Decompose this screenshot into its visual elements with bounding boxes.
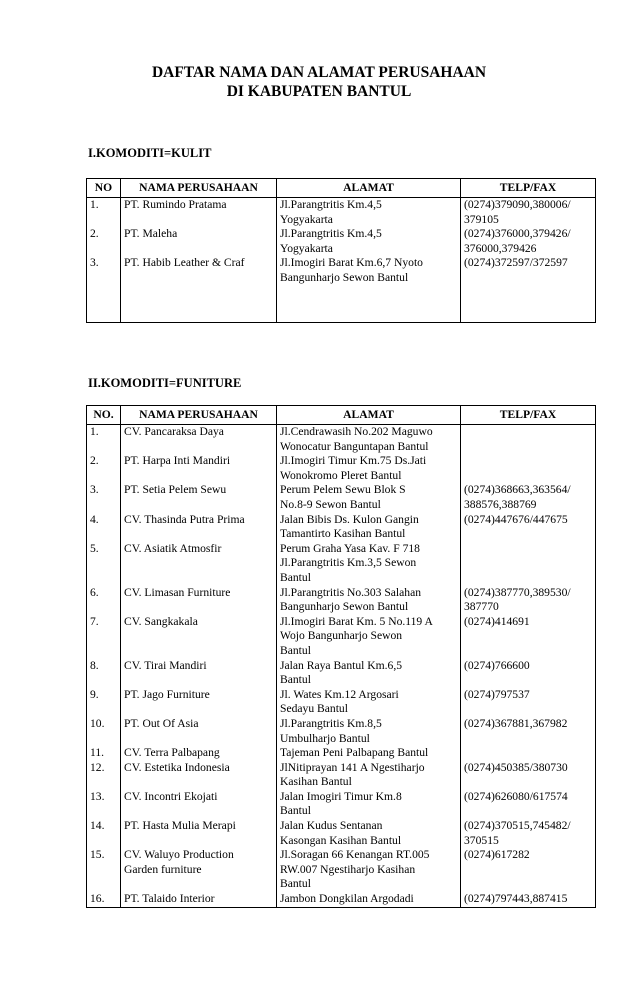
cell-phone-line: (0274)368663,363564/ (464, 483, 571, 497)
cell-company-name-line: CV. Pancaraksa Daya (124, 425, 224, 438)
table-row (87, 761, 596, 790)
cell-phone (461, 542, 596, 586)
table-row (87, 425, 596, 455)
cell-address-line: Bantul (280, 877, 311, 891)
column-header-address: ALAMAT (277, 406, 461, 425)
cell-no: 1. (87, 198, 121, 228)
cell-company-name (121, 746, 277, 761)
cell-phone (461, 227, 596, 256)
cell-address-line: Jl.Imogiri Barat Km.6,7 Nyoto (280, 256, 423, 270)
cell-phone-line: (0274)626080/617574 (464, 789, 568, 803)
cell-no: 7. (87, 615, 121, 659)
cell-address (277, 761, 461, 790)
cell-address-line: Bantul (280, 804, 311, 818)
cell-address (277, 513, 461, 542)
table-row (87, 848, 596, 892)
cell-company-name (121, 659, 277, 688)
cell-phone (461, 659, 596, 688)
cell-company-name (121, 819, 277, 848)
cell-address-line: Perum Pelem Sewu Blok S (280, 483, 406, 497)
cell-phone-line: (0274)617282 (464, 848, 530, 862)
cell-phone (461, 688, 596, 717)
cell-company-name (121, 892, 277, 907)
cell-address-line: Yogyakarta (280, 212, 333, 226)
cell-company-name-line: PT. Maleha (124, 227, 178, 241)
cell-phone-line: (0274)387770,389530/ (464, 585, 571, 599)
cell-no: 9. (87, 688, 121, 717)
cell-address-line: Jl. Wates Km.12 Argosari (280, 687, 399, 701)
table-row (87, 746, 596, 761)
cell-address-line: Jl.Parangtritis Km.3,5 Sewon (280, 556, 417, 570)
cell-address (277, 198, 461, 228)
cell-address-line: Jl.Parangtritis Km.8,5 (280, 716, 382, 730)
cell-address-line: Bangunharjo Sewon Bantul (280, 600, 409, 614)
cell-address-line: Bantul (280, 673, 311, 687)
column-header-name: NAMA PERUSAHAAN (121, 179, 277, 198)
cell-phone-line: (0274)797443,887415 (464, 892, 568, 906)
cell-company-name (121, 425, 277, 455)
cell-phone (461, 454, 596, 483)
cell-no: 2. (87, 454, 121, 483)
cell-no: 1. (87, 425, 121, 455)
cell-company-name-line: CV. Asiatik Atmosfir (124, 541, 222, 555)
cell-phone-line: 379105 (464, 212, 499, 226)
cell-phone-line: (0274)370515,745482/ (464, 819, 571, 833)
table-furniture (86, 405, 596, 908)
cell-company-name-line: PT. Hasta Mulia Merapi (124, 819, 236, 833)
table-row (87, 717, 596, 746)
table-row (87, 198, 596, 228)
cell-phone-line: (0274)797537 (464, 687, 530, 701)
cell-no: 16. (87, 892, 121, 907)
cell-phone-line: 388576,388769 (464, 497, 537, 511)
cell-phone (461, 256, 596, 322)
cell-no: 15. (87, 848, 121, 892)
cell-address-line: Jl.Parangtritis No.303 Salahan (280, 585, 422, 599)
cell-company-name-line: PT. Habib Leather & Craf (124, 256, 245, 270)
cell-address (277, 483, 461, 512)
cell-phone (461, 198, 596, 228)
cell-address (277, 848, 461, 892)
cell-company-name-line: PT. Harpa Inti Mandiri (124, 454, 231, 468)
cell-address (277, 892, 461, 907)
cell-company-name-line: PT. Talaido Interior (124, 892, 215, 906)
cell-no: 11. (87, 746, 121, 761)
cell-address (277, 717, 461, 746)
column-header-no: NO. (87, 406, 121, 425)
column-header-name: NAMA PERUSAHAAN (121, 406, 277, 425)
cell-address-line: No.8-9 Sewon Bantul (280, 497, 381, 511)
cell-address (277, 256, 461, 322)
cell-company-name-line: Garden furniture (124, 862, 202, 876)
cell-address-line: Jalan Imogiri Timur Km.8 (280, 789, 402, 803)
cell-address-line: Jl.Imogiri Barat Km. 5 No.119 A (280, 614, 433, 628)
cell-company-name (121, 761, 277, 790)
column-header-phone: TELP/FAX (461, 406, 596, 425)
document-title: DAFTAR NAMA DAN ALAMAT PERUSAHAAN (151, 64, 487, 81)
cell-phone (461, 848, 596, 892)
table-row (87, 659, 596, 688)
cell-phone (461, 746, 596, 761)
cell-phone-line: (0274)447676/447675 (464, 512, 568, 526)
cell-address-line: Wonocatur Banguntapan Bantul (280, 439, 429, 453)
cell-company-name (121, 848, 277, 892)
column-header-address: ALAMAT (277, 179, 461, 198)
cell-phone (461, 513, 596, 542)
cell-phone (461, 483, 596, 512)
cell-company-name (121, 454, 277, 483)
cell-company-name (121, 717, 277, 746)
cell-address (277, 615, 461, 659)
cell-address-line: Yogyakarta (280, 241, 333, 255)
cell-no: 5. (87, 542, 121, 586)
cell-address-line: JlNitiprayan 141 A Ngestiharjo (280, 760, 425, 774)
cell-no: 3. (87, 256, 121, 322)
cell-address-line: RW.007 Ngestiharjo Kasihan (280, 862, 416, 876)
cell-company-name (121, 256, 277, 322)
cell-no: 12. (87, 761, 121, 790)
cell-address (277, 819, 461, 848)
cell-phone (461, 425, 596, 455)
cell-no: 13. (87, 790, 121, 819)
cell-address-line: Jl.Parangtritis Km.4,5 (280, 198, 382, 211)
cell-company-name-line: CV. Incontri Ekojati (124, 789, 218, 803)
cell-address-line: Jl.Cendrawasih No.202 Maguwo (280, 425, 433, 438)
cell-phone (461, 819, 596, 848)
column-header-phone: TELP/FAX (461, 179, 596, 198)
cell-company-name-line: CV. Waluyo Production (124, 848, 234, 862)
cell-company-name (121, 615, 277, 659)
cell-address (277, 454, 461, 483)
cell-address (277, 790, 461, 819)
cell-address-line: Jl.Soragan 66 Kenangan RT.005 (280, 848, 430, 862)
document-subtitle: DI KABUPATEN BANTUL (226, 83, 412, 100)
section-heading-furniture: II.KOMODITI=FUNITURE (88, 376, 242, 390)
cell-address-line: Kasihan Bantul (280, 775, 352, 789)
cell-no: 8. (87, 659, 121, 688)
table-row (87, 483, 596, 512)
cell-company-name-line: CV. Terra Palbapang (124, 746, 220, 760)
cell-address-line: Wonokromo Pleret Bantul (280, 468, 402, 482)
cell-phone-line: (0274)414691 (464, 614, 530, 628)
cell-phone-line: (0274)766600 (464, 658, 530, 672)
cell-phone-line: 387770 (464, 600, 499, 614)
table-row (87, 227, 596, 256)
cell-address-line: Wojo Bangunharjo Sewon (280, 629, 403, 643)
cell-no: 14. (87, 819, 121, 848)
cell-company-name (121, 513, 277, 542)
cell-company-name (121, 198, 277, 228)
cell-phone-line: 370515 (464, 833, 499, 847)
cell-company-name-line: CV. Thasinda Putra Prima (124, 512, 245, 526)
cell-address-line: Umbulharjo Bantul (280, 731, 370, 745)
column-header-no: NO (87, 179, 121, 198)
cell-company-name-line: CV. Estetika Indonesia (124, 760, 230, 774)
table-row (87, 892, 596, 907)
cell-phone (461, 761, 596, 790)
cell-address-line: Jalan Bibis Ds. Kulon Gangin (280, 512, 419, 526)
cell-phone (461, 586, 596, 615)
cell-phone-line: (0274)450385/380730 (464, 760, 568, 774)
cell-phone (461, 892, 596, 907)
cell-company-name-line: PT. Jago Furniture (124, 687, 210, 701)
cell-no: 6. (87, 586, 121, 615)
cell-address-line: Jambon Dongkilan Argodadi (280, 892, 414, 906)
cell-company-name-line: CV. Limasan Furniture (124, 585, 231, 599)
cell-address (277, 227, 461, 256)
cell-company-name-line: PT. Out Of Asia (124, 716, 199, 730)
cell-company-name (121, 542, 277, 586)
cell-phone-line: (0274)379090,380006/ (464, 198, 571, 211)
table-row (87, 819, 596, 848)
cell-address (277, 425, 461, 455)
cell-company-name (121, 586, 277, 615)
table-kulit (86, 178, 596, 323)
table-row (87, 454, 596, 483)
cell-no: 4. (87, 513, 121, 542)
cell-no: 3. (87, 483, 121, 512)
cell-address (277, 586, 461, 615)
cell-company-name (121, 688, 277, 717)
table-row (87, 586, 596, 615)
table-row (87, 256, 596, 322)
table-header-row (87, 179, 596, 198)
cell-no: 2. (87, 227, 121, 256)
table-row (87, 790, 596, 819)
cell-address-line: Bantul (280, 570, 311, 584)
cell-no: 10. (87, 717, 121, 746)
cell-phone (461, 790, 596, 819)
cell-address-line: Sedayu Bantul (280, 702, 348, 716)
cell-address-line: Jl.Imogiri Timur Km.75 Ds.Jati (280, 454, 427, 468)
cell-address (277, 659, 461, 688)
table-row (87, 513, 596, 542)
cell-company-name-line: CV. Sangkakala (124, 614, 198, 628)
table-row (87, 615, 596, 659)
cell-address-line: Perum Graha Yasa Kav. F 718 (280, 541, 420, 555)
cell-company-name-line: PT. Setia Pelem Sewu (124, 483, 227, 497)
cell-address-line: Tajeman Peni Palbapang Bantul (280, 746, 429, 760)
cell-phone-line: (0274)367881,367982 (464, 716, 568, 730)
cell-address-line: Jl.Parangtritis Km.4,5 (280, 227, 382, 241)
cell-phone-line: (0274)376000,379426/ (464, 227, 571, 241)
section-heading-kulit: I.KOMODITI=KULIT (88, 146, 212, 160)
cell-address-line: Jalan Kudus Sentanan (280, 819, 383, 833)
cell-company-name (121, 483, 277, 512)
table-row (87, 542, 596, 586)
table-row (87, 688, 596, 717)
cell-company-name (121, 790, 277, 819)
cell-company-name-line: PT. Rumindo Pratama (124, 198, 227, 211)
cell-company-name (121, 227, 277, 256)
cell-address-line: Jalan Raya Bantul Km.6,5 (280, 658, 403, 672)
cell-company-name-line: CV. Tirai Mandiri (124, 658, 207, 672)
cell-address-line: Kasongan Kasihan Bantul (280, 833, 402, 847)
cell-address-line: Bangunharjo Sewon Bantul (280, 270, 409, 284)
cell-address (277, 688, 461, 717)
cell-phone (461, 717, 596, 746)
cell-phone-line: (0274)372597/372597 (464, 256, 568, 270)
cell-address (277, 542, 461, 586)
cell-phone-line: 376000,379426 (464, 241, 537, 255)
cell-address (277, 746, 461, 761)
cell-phone (461, 615, 596, 659)
cell-address-line: Tamantirto Kasihan Bantul (280, 527, 406, 541)
cell-address-line: Bantul (280, 643, 311, 657)
table-header-row (87, 406, 596, 425)
